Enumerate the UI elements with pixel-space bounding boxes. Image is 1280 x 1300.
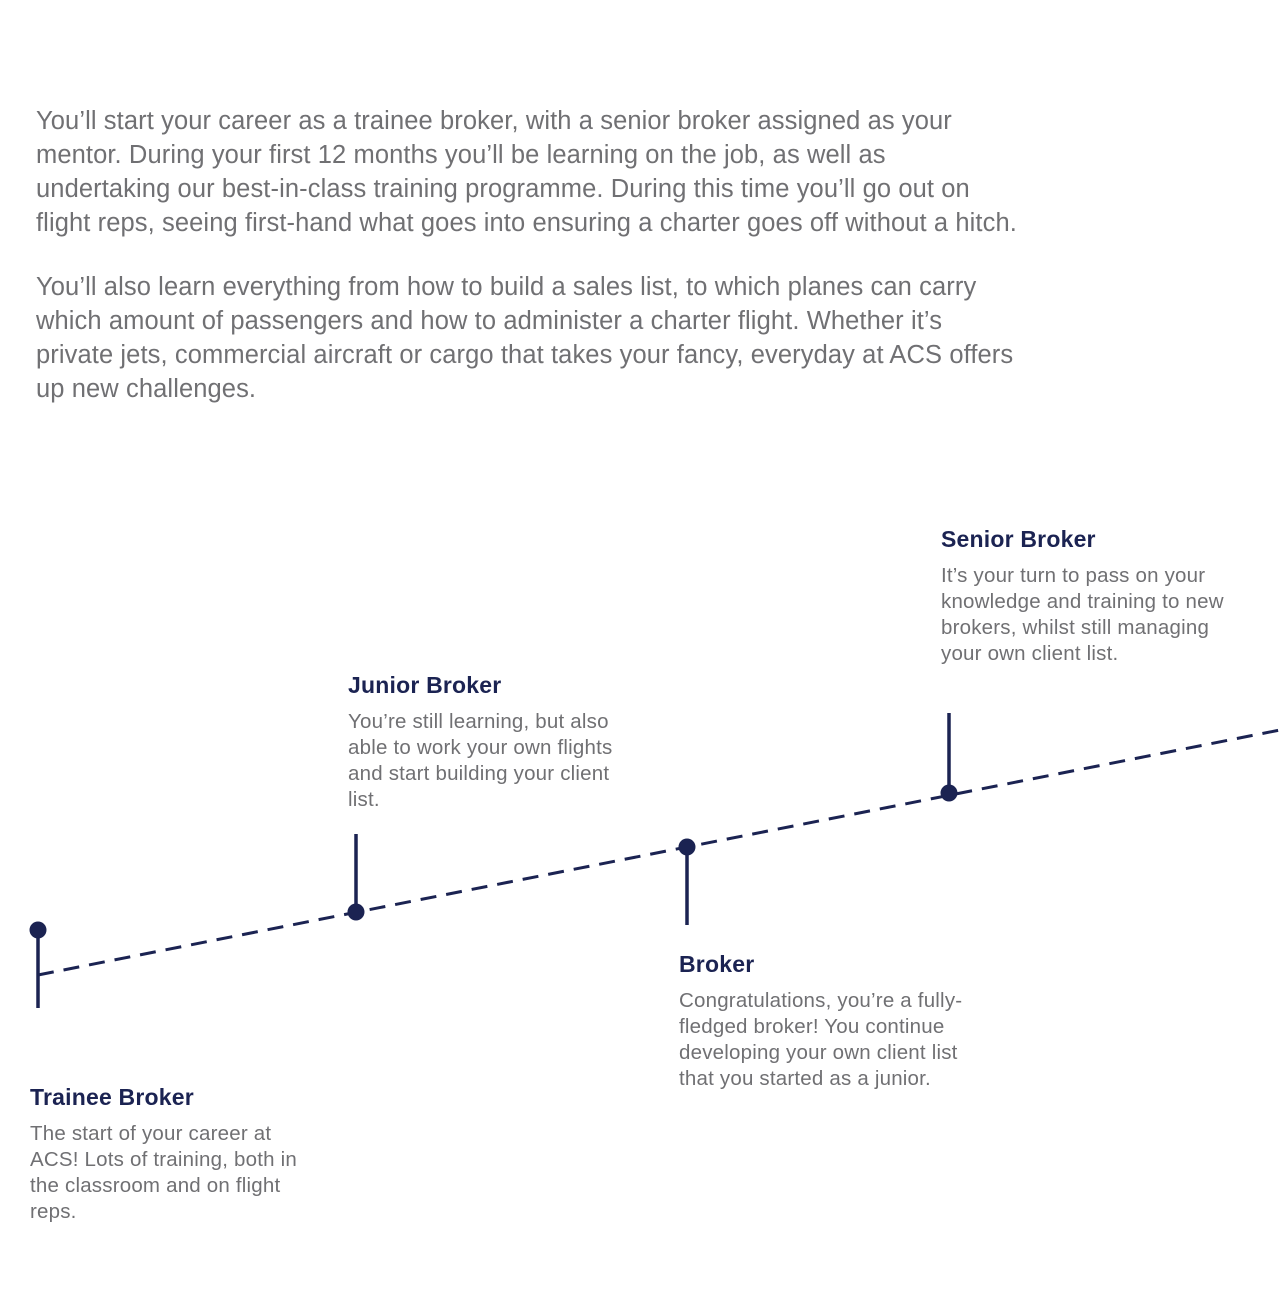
stage-title: Trainee Broker: [30, 1084, 194, 1110]
stage-description: You’re still learning, but also able to work your own flights and start building your client list.: [348, 710, 613, 811]
stage-senior-broker: [941, 525, 1241, 667]
stage-title: Broker: [679, 951, 755, 977]
stage-junior-broker: [348, 671, 638, 813]
stage-description: It’s your turn to pass on your knowledge and training to new brokers, whilst still managing your own client list.: [941, 564, 1224, 665]
stage-broker: [679, 950, 969, 1092]
timeline-marker-junior: [348, 834, 365, 921]
stage-title: Senior Broker: [941, 526, 1096, 552]
stage-title: Junior Broker: [348, 672, 502, 698]
timeline-dashed-line: [38, 730, 1280, 975]
stage-description: The start of your career at ACS! Lots of training, both in the classroom and on flight reps.: [30, 1122, 297, 1223]
intro-paragraph-1: You’ll start your career as a trainee broker, with a senior broker assigned as your mentor. During your first 12 months you’ll be learning on the job, as well as undertaking our best-in-class training programme. During this time you’ll go out on flight reps, seeing first-hand what goes into ensuring a charter goes off without a hitch.: [36, 107, 1017, 237]
timeline-marker-senior: [941, 713, 958, 802]
timeline-marker-broker: [679, 839, 696, 926]
intro-paragraph-2: You’ll also learn everything from how to build a sales list, to which planes can carry which amount of passengers and how to administer a charter flight. Whether it’s private jets, commercial aircraft or cargo that takes your fancy, everyday at ACS offers up new challenges.: [36, 273, 1014, 403]
stage-description: Congratulations, you’re a fully-fledged broker! You continue developing your own client list that you started as a junior.: [679, 989, 963, 1090]
stage-trainee-broker: [30, 1083, 320, 1225]
timeline-marker-trainee: [30, 922, 47, 1009]
